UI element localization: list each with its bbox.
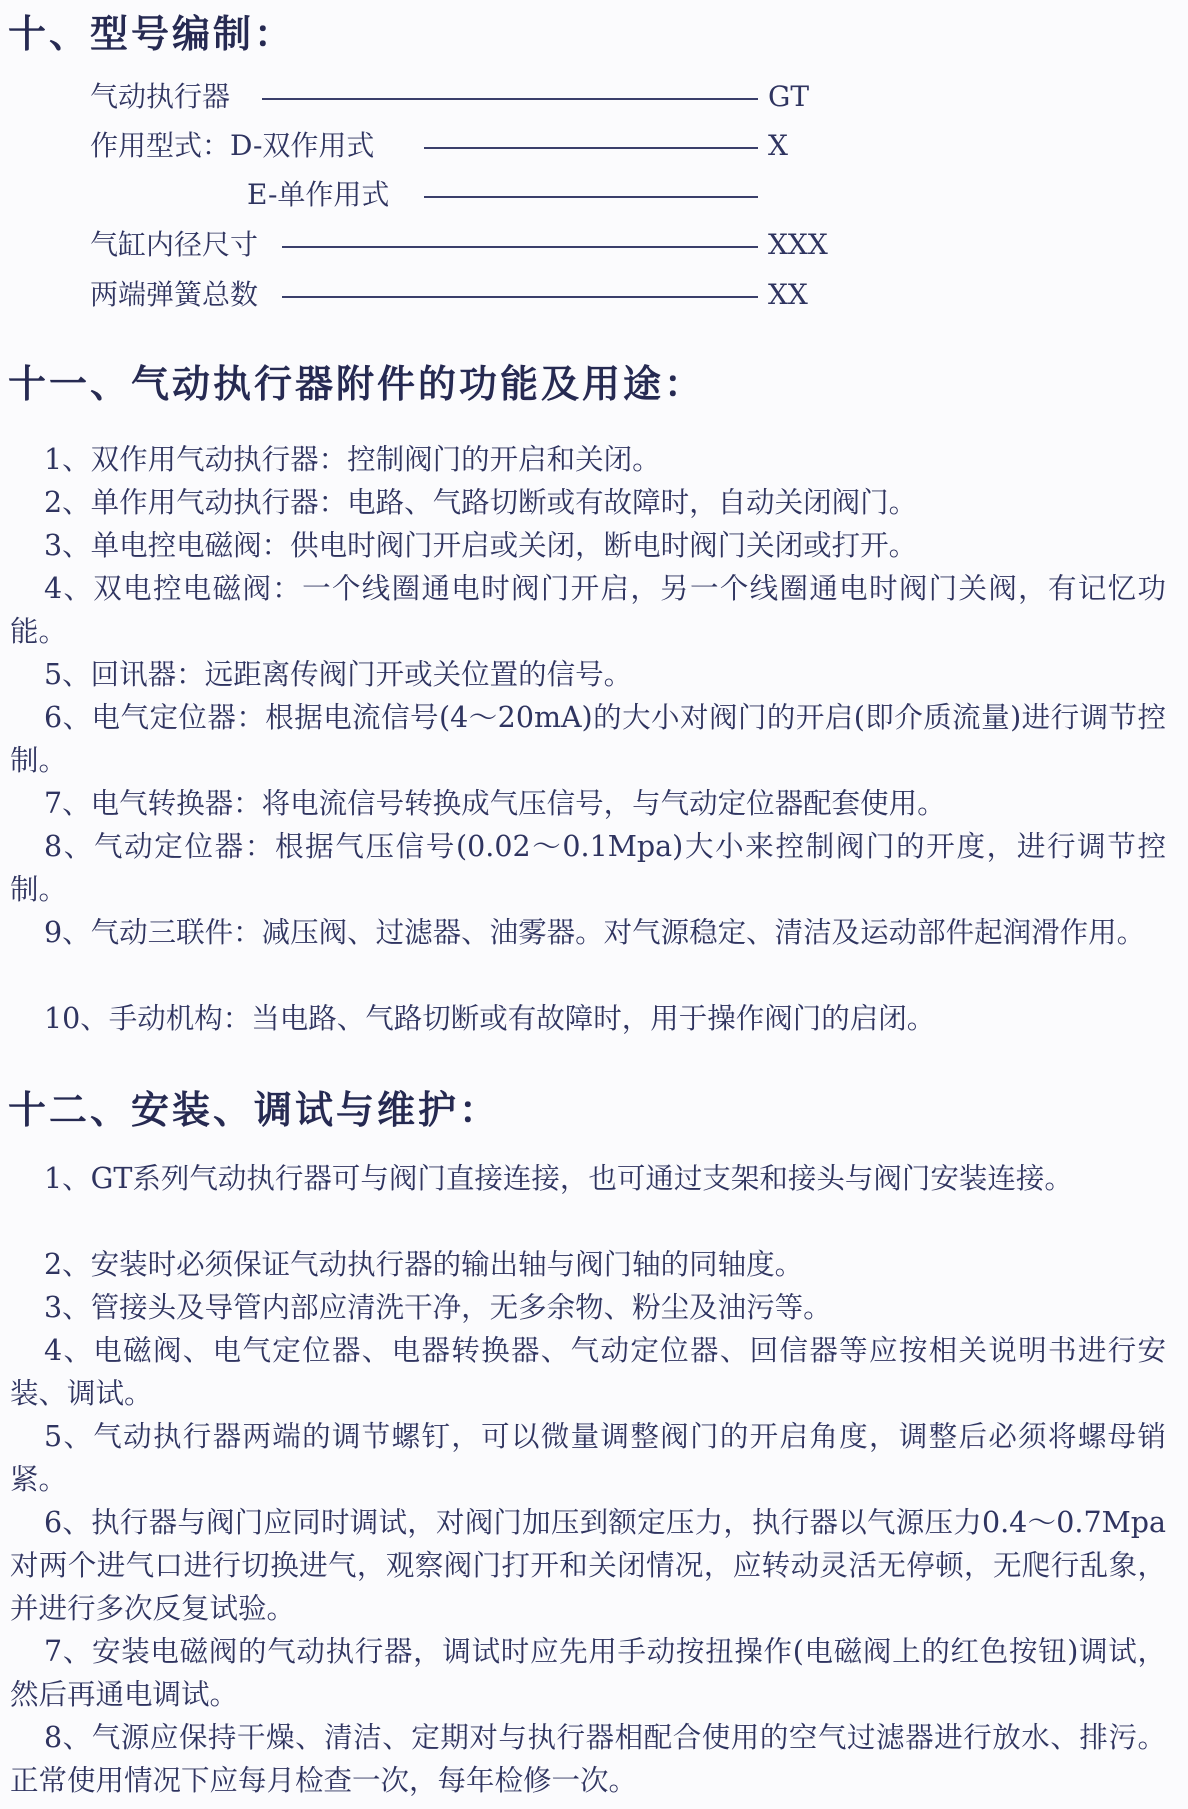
list-item: 2、单作用气动执行器：电路、气路切断或有故障时，自动关闭阀门。 bbox=[44, 486, 918, 519]
model-label: 气动执行器 bbox=[90, 80, 231, 113]
list-item: 5、气动执行器两端的调节螺钉，可以微量调整阀门的开启角度，调整后必须将螺母销紧。 bbox=[10, 1420, 1166, 1496]
section-10-title: 十、型号编制： bbox=[8, 12, 296, 56]
model-label: E-单作用式 bbox=[247, 178, 390, 211]
section-12-title: 十二、安装、调试与维护： bbox=[8, 1088, 501, 1132]
list-item: 6、电气定位器：根据电流信号(4～20mA)的大小对阀门的开启(即介质流量)进行调节控制。 bbox=[10, 701, 1166, 777]
model-code: X bbox=[768, 129, 788, 162]
list-item: 1、GT系列气动执行器可与阀门直接连接，也可通过支架和接头与阀门安装连接。 bbox=[44, 1162, 1073, 1195]
list-item: 8、气动定位器：根据气压信号(0.02～0.1Mpa)大小来控制阀门的开度，进行调节控制。 bbox=[10, 830, 1166, 906]
list-item: 3、管接头及导管内部应清洗干净，无多余物、粉尘及油污等。 bbox=[44, 1291, 832, 1324]
model-code: GT bbox=[768, 80, 810, 113]
leader-line bbox=[282, 246, 758, 248]
list-item: 10、手动机构：当电路、气路切断或有故障时，用于操作阀门的启闭。 bbox=[44, 1002, 936, 1035]
section-11-title: 十一、气动执行器附件的功能及用途： bbox=[8, 362, 706, 406]
list-item: 3、单电控电磁阀：供电时阀门开启或关闭，断电时阀门关闭或打开。 bbox=[44, 529, 918, 562]
list-item: 8、气源应保持干燥、清洁、定期对与执行器相配合使用的空气过滤器进行放水、排污。正常使用情况下应每月检查一次，每年检修一次。 bbox=[10, 1721, 1166, 1797]
list-item: 1、双作用气动执行器：控制阀门的开启和关闭。 bbox=[44, 443, 661, 476]
list-item: 2、安装时必须保证气动执行器的输出轴与阀门轴的同轴度。 bbox=[44, 1248, 804, 1281]
list-item: 4、双电控电磁阀：一个线圈通电时阀门开启，另一个线圈通电时阀门关阀，有记忆功能。 bbox=[10, 572, 1166, 648]
model-label: 两端弹簧总数 bbox=[90, 278, 259, 311]
model-code: XX bbox=[768, 278, 808, 311]
list-item: 7、电气转换器：将电流信号转换成气压信号，与气动定位器配套使用。 bbox=[44, 787, 946, 820]
leader-line bbox=[282, 296, 758, 298]
list-item: 9、气动三联件：减压阀、过滤器、油雾器。对气源稳定、清洁及运动部件起润滑作用。 bbox=[44, 916, 1146, 949]
list-item: 7、安装电磁阀的气动执行器，调试时应先用手动按扭操作(电磁阀上的红色按钮)调试，然后再通电调试。 bbox=[10, 1635, 1166, 1711]
model-label: 作用型式：D-双作用式 bbox=[90, 129, 375, 162]
leader-line bbox=[424, 147, 758, 149]
model-label: 气缸内径尺寸 bbox=[90, 228, 259, 261]
list-item: 5、回讯器：远距离传阀门开或关位置的信号。 bbox=[44, 658, 633, 691]
model-code: XXX bbox=[768, 228, 828, 261]
leader-line bbox=[262, 98, 758, 100]
leader-line bbox=[424, 196, 758, 198]
list-item: 4、电磁阀、电气定位器、电器转换器、气动定位器、回信器等应按相关说明书进行安装、调试。 bbox=[10, 1334, 1166, 1410]
list-item: 6、执行器与阀门应同时调试，对阀门加压到额定压力，执行器以气源压力0.4～0.7Mpa对两个进气口进行切换进气，观察阀门打开和关闭情况，应转动灵活无停顿，无爬行乱象，并进行多次反复试验。 bbox=[10, 1506, 1166, 1625]
